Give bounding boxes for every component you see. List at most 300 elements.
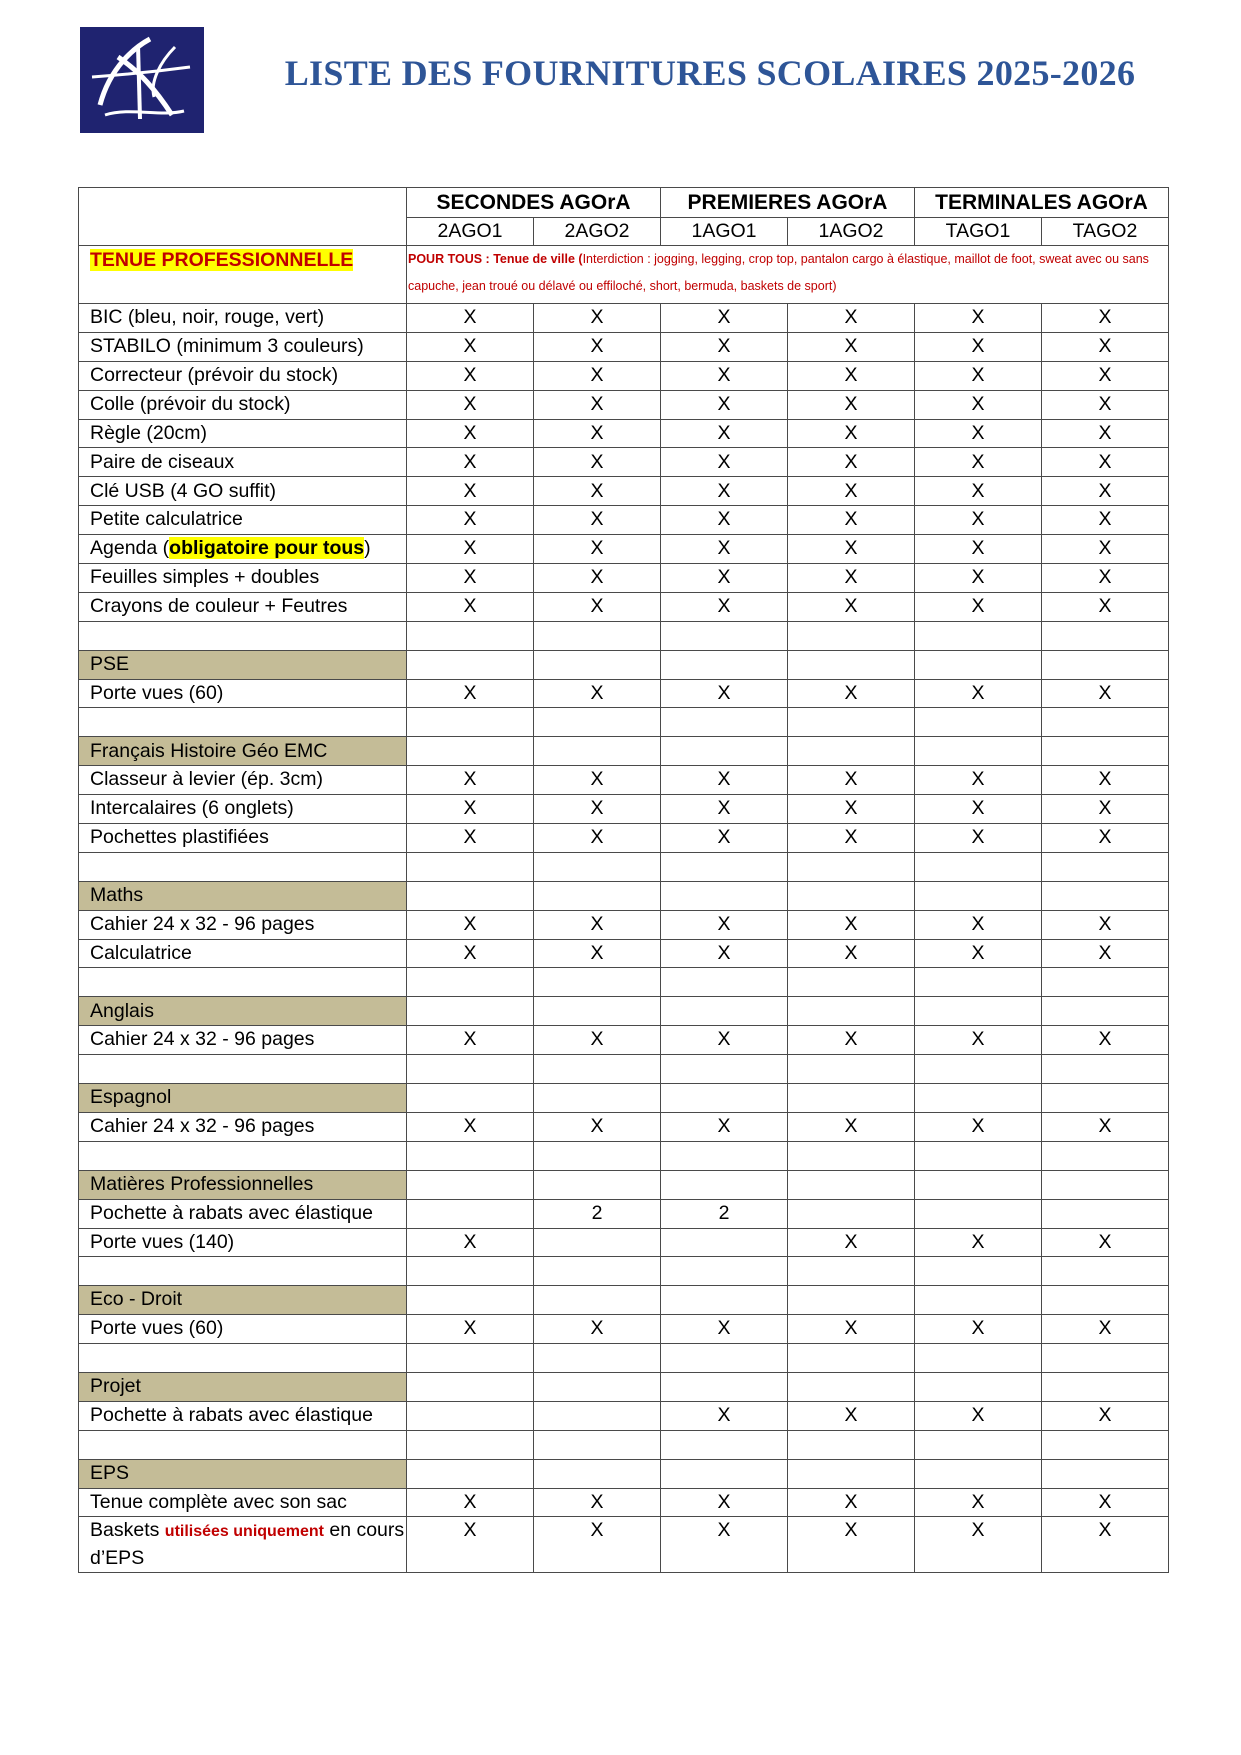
section-label: Anglais [79, 997, 407, 1026]
supplies-table [78, 187, 1169, 1573]
agenda-highlight: obligatoire pour tous [169, 537, 365, 560]
mark-cell: X [915, 592, 1042, 621]
item-row [79, 679, 1169, 708]
mark-cell [788, 708, 915, 737]
mark-cell: X [1042, 1228, 1169, 1257]
mark-cell [661, 1141, 788, 1170]
mark-cell [788, 1344, 915, 1373]
mark-cell: X [915, 795, 1042, 824]
mark-cell: X [534, 795, 661, 824]
mark-cell: X [407, 506, 534, 535]
mark-cell: X [1042, 1112, 1169, 1141]
mark-cell [407, 621, 534, 650]
mark-cell: X [661, 824, 788, 853]
mark-cell: X [407, 1315, 534, 1344]
mark-cell: X [407, 795, 534, 824]
mark-cell: X [661, 448, 788, 477]
mark-cell: X [915, 939, 1042, 968]
mark-cell [915, 1372, 1042, 1401]
mark-cell: X [1042, 448, 1169, 477]
blank-row [79, 1257, 1169, 1286]
item-row [79, 592, 1169, 621]
baskets-text-end: en cours d’EPS [90, 1519, 405, 1570]
mark-cell: X [915, 679, 1042, 708]
mark-cell: X [1042, 506, 1169, 535]
item-row [79, 390, 1169, 419]
mark-cell [788, 1286, 915, 1315]
mark-cell [1042, 1344, 1169, 1373]
group-secondes: SECONDES AGOrA [407, 188, 661, 218]
mark-cell: X [661, 564, 788, 593]
class-header: 1AGO2 [788, 218, 915, 246]
mark-cell: X [661, 390, 788, 419]
page-title: LISTE DES FOURNITURES SCOLAIRES 2025-2026 [284, 53, 1136, 93]
mark-cell [1042, 737, 1169, 766]
mark-cell: X [407, 390, 534, 419]
mark-cell: X [1042, 332, 1169, 361]
mark-cell: X [534, 332, 661, 361]
item-label [79, 852, 407, 881]
item-label: Porte vues (60) [79, 1315, 407, 1344]
mark-cell: X [915, 766, 1042, 795]
mark-cell [915, 1257, 1042, 1286]
section-row [79, 737, 1169, 766]
blank-row [79, 968, 1169, 997]
mark-cell [1042, 1372, 1169, 1401]
mark-cell [1042, 1286, 1169, 1315]
mark-cell: X [661, 1488, 788, 1517]
mark-cell: X [915, 1488, 1042, 1517]
mark-cell [661, 1430, 788, 1459]
item-label: Feuilles simples + doubles [79, 564, 407, 593]
mark-cell: X [915, 1026, 1042, 1055]
mark-cell [788, 1141, 915, 1170]
section-label: Maths [79, 881, 407, 910]
blank-row [79, 1141, 1169, 1170]
mark-cell [661, 1257, 788, 1286]
mark-cell: X [661, 332, 788, 361]
mark-cell [407, 968, 534, 997]
item-label: Cahier 24 x 32 - 96 pages [79, 1112, 407, 1141]
mark-cell [1042, 852, 1169, 881]
mark-cell [407, 1084, 534, 1113]
item-row [79, 795, 1169, 824]
mark-cell: X [788, 939, 915, 968]
mark-cell [407, 1141, 534, 1170]
item-row [79, 1488, 1169, 1517]
mark-cell [788, 881, 915, 910]
mark-cell: X [534, 910, 661, 939]
mark-cell: X [915, 304, 1042, 333]
mark-cell: X [407, 1488, 534, 1517]
mark-cell: X [661, 679, 788, 708]
blank-row [79, 708, 1169, 737]
mark-cell [788, 1055, 915, 1084]
mark-cell [788, 1170, 915, 1199]
mark-cell: X [534, 592, 661, 621]
item-label [79, 535, 407, 564]
mark-cell: X [534, 477, 661, 506]
mark-cell: X [788, 361, 915, 390]
blank-row [79, 1344, 1169, 1373]
mark-cell [1042, 881, 1169, 910]
item-label [79, 1344, 407, 1373]
mark-cell: X [534, 361, 661, 390]
mark-cell: X [534, 939, 661, 968]
mark-cell [1042, 1199, 1169, 1228]
mark-cell [534, 1286, 661, 1315]
mark-cell: X [534, 506, 661, 535]
mark-cell: X [1042, 795, 1169, 824]
mark-cell: X [534, 766, 661, 795]
mark-cell [407, 708, 534, 737]
section-label: Espagnol [79, 1084, 407, 1113]
mark-cell [788, 737, 915, 766]
mark-cell [661, 968, 788, 997]
mark-cell [407, 1401, 534, 1430]
class-header: TAGO1 [915, 218, 1042, 246]
mark-cell: X [534, 304, 661, 333]
mark-cell [915, 1199, 1042, 1228]
item-label: BIC (bleu, noir, rouge, vert) [79, 304, 407, 333]
mark-cell [1042, 1141, 1169, 1170]
item-label: Pochette à rabats avec élastique [79, 1401, 407, 1430]
mark-cell: X [407, 1228, 534, 1257]
item-label: Porte vues (60) [79, 679, 407, 708]
mark-cell: X [915, 564, 1042, 593]
mark-cell: X [661, 535, 788, 564]
mark-cell: X [915, 1517, 1042, 1573]
mark-cell [915, 852, 1042, 881]
mark-cell: X [534, 1112, 661, 1141]
section-row [79, 1170, 1169, 1199]
mark-cell [661, 1055, 788, 1084]
mark-cell: X [788, 795, 915, 824]
mark-cell: X [788, 766, 915, 795]
mark-cell: X [407, 419, 534, 448]
mark-cell [1042, 1084, 1169, 1113]
mark-cell: X [915, 1315, 1042, 1344]
mark-cell [788, 621, 915, 650]
mark-cell: X [407, 477, 534, 506]
mark-cell: X [661, 1112, 788, 1141]
mark-cell [1042, 1430, 1169, 1459]
mark-cell [407, 1055, 534, 1084]
item-label: Cahier 24 x 32 - 96 pages [79, 910, 407, 939]
mark-cell: X [1042, 679, 1169, 708]
mark-cell: X [915, 1401, 1042, 1430]
mark-cell: X [788, 304, 915, 333]
mark-cell [407, 1344, 534, 1373]
mark-cell: X [407, 766, 534, 795]
mark-cell [534, 1084, 661, 1113]
mark-cell: X [788, 1112, 915, 1141]
mark-cell: X [915, 390, 1042, 419]
mark-cell: X [534, 824, 661, 853]
mark-cell: X [915, 448, 1042, 477]
mark-cell: X [534, 535, 661, 564]
mark-cell: X [407, 592, 534, 621]
mark-cell: X [915, 1112, 1042, 1141]
section-label: Projet [79, 1372, 407, 1401]
mark-cell [534, 1344, 661, 1373]
mark-cell [534, 708, 661, 737]
mark-cell: X [407, 332, 534, 361]
mark-cell [915, 1141, 1042, 1170]
mark-cell [534, 650, 661, 679]
mark-cell [788, 1372, 915, 1401]
mark-cell [661, 852, 788, 881]
item-row [79, 824, 1169, 853]
item-label: Petite calculatrice [79, 506, 407, 535]
mark-cell [1042, 997, 1169, 1026]
mark-cell: X [661, 1315, 788, 1344]
item-row [79, 419, 1169, 448]
mark-cell [407, 1257, 534, 1286]
mark-cell: X [1042, 419, 1169, 448]
item-row [79, 506, 1169, 535]
mark-cell: X [661, 795, 788, 824]
item-row [79, 564, 1169, 593]
mark-cell: X [534, 419, 661, 448]
tenue-label-cell [79, 246, 407, 304]
mark-cell [1042, 1459, 1169, 1488]
mark-cell [661, 1459, 788, 1488]
mark-cell [661, 1344, 788, 1373]
mark-cell [661, 621, 788, 650]
item-row [79, 1315, 1169, 1344]
mark-cell [788, 1257, 915, 1286]
mark-cell [1042, 1170, 1169, 1199]
mark-cell [915, 621, 1042, 650]
mark-cell [915, 968, 1042, 997]
item-label: Règle (20cm) [79, 419, 407, 448]
tenue-note-text: Interdiction : jogging, legging, crop top, pantalon cargo à élastique, maillot de foot, sweat avec ou sans capuche, jean troué ou délavé ou effiloché, short, bermuda, baskets de sport) [408, 252, 1149, 293]
item-label: Crayons de couleur + Feutres [79, 592, 407, 621]
group-premieres: PREMIERES AGOrA [661, 188, 915, 218]
mark-cell: X [1042, 824, 1169, 853]
item-label [79, 1055, 407, 1084]
mark-cell [534, 852, 661, 881]
mark-cell: X [788, 477, 915, 506]
mark-cell: X [534, 448, 661, 477]
item-label [79, 1517, 407, 1573]
mark-cell: X [661, 1517, 788, 1573]
mark-cell: X [534, 390, 661, 419]
mark-cell: X [661, 361, 788, 390]
mark-cell [915, 997, 1042, 1026]
mark-cell: X [407, 361, 534, 390]
mark-cell: X [661, 506, 788, 535]
section-row [79, 881, 1169, 910]
mark-cell [1042, 1055, 1169, 1084]
item-row [79, 1199, 1169, 1228]
item-row [79, 910, 1169, 939]
section-row [79, 1372, 1169, 1401]
mark-cell: X [661, 766, 788, 795]
mark-cell: X [407, 564, 534, 593]
blank-row [79, 1430, 1169, 1459]
mark-cell: X [1042, 1026, 1169, 1055]
mark-cell [915, 1344, 1042, 1373]
tenue-row [79, 246, 1169, 304]
item-label: Cahier 24 x 32 - 96 pages [79, 1026, 407, 1055]
mark-cell [788, 1084, 915, 1113]
mark-cell [915, 1170, 1042, 1199]
section-label: EPS [79, 1459, 407, 1488]
mark-cell [407, 1372, 534, 1401]
item-label: Colle (prévoir du stock) [79, 390, 407, 419]
mark-cell [915, 1286, 1042, 1315]
item-label: Tenue complète avec son sac [79, 1488, 407, 1517]
item-row [79, 766, 1169, 795]
mark-cell [915, 1430, 1042, 1459]
mark-cell: X [661, 304, 788, 333]
mark-cell [661, 650, 788, 679]
mark-cell [534, 997, 661, 1026]
mark-cell: X [534, 1488, 661, 1517]
mark-cell: X [788, 592, 915, 621]
item-label: Porte vues (140) [79, 1228, 407, 1257]
mark-cell: X [788, 1315, 915, 1344]
item-row [79, 448, 1169, 477]
mark-cell: X [661, 592, 788, 621]
mark-cell [407, 852, 534, 881]
mark-cell: X [788, 1517, 915, 1573]
mark-cell [661, 1286, 788, 1315]
mark-cell: X [1042, 361, 1169, 390]
item-row [79, 361, 1169, 390]
mark-cell [534, 1228, 661, 1257]
mark-cell: X [788, 910, 915, 939]
mark-cell: X [407, 824, 534, 853]
mark-cell: X [661, 1401, 788, 1430]
mark-cell [661, 737, 788, 766]
mark-cell: X [915, 332, 1042, 361]
mark-cell: X [661, 477, 788, 506]
item-row [79, 1228, 1169, 1257]
mark-cell: X [1042, 910, 1169, 939]
item-label [79, 1141, 407, 1170]
mark-cell: X [1042, 939, 1169, 968]
section-label: Français Histoire Géo EMC [79, 737, 407, 766]
mark-cell: X [915, 1228, 1042, 1257]
mark-cell: X [534, 1517, 661, 1573]
item-label [79, 968, 407, 997]
mark-cell [534, 1459, 661, 1488]
class-header: 2AGO1 [407, 218, 534, 246]
mark-cell [1042, 1257, 1169, 1286]
mark-cell: X [788, 535, 915, 564]
mark-cell: X [788, 419, 915, 448]
mark-cell [788, 1459, 915, 1488]
item-label: Paire de ciseaux [79, 448, 407, 477]
mark-cell: X [1042, 535, 1169, 564]
mark-cell [407, 1199, 534, 1228]
item-label [79, 708, 407, 737]
mark-cell: X [1042, 1401, 1169, 1430]
mark-cell [534, 968, 661, 997]
mark-cell: X [1042, 1517, 1169, 1573]
mark-cell [407, 1459, 534, 1488]
mark-cell [661, 1372, 788, 1401]
mark-cell [534, 621, 661, 650]
mark-cell [534, 1401, 661, 1430]
mark-cell: X [788, 448, 915, 477]
school-logo [80, 27, 204, 133]
item-label [79, 1430, 407, 1459]
mark-cell [534, 1170, 661, 1199]
class-header: TAGO2 [1042, 218, 1169, 246]
mark-cell [407, 650, 534, 679]
mark-cell: X [788, 506, 915, 535]
item-row [79, 477, 1169, 506]
mark-cell: X [915, 535, 1042, 564]
mark-cell: X [407, 535, 534, 564]
item-row [79, 1112, 1169, 1141]
mark-cell [1042, 621, 1169, 650]
mark-cell [534, 737, 661, 766]
mark-cell: X [788, 679, 915, 708]
mark-cell: 2 [661, 1199, 788, 1228]
mark-cell [1042, 968, 1169, 997]
mark-cell: X [407, 1517, 534, 1573]
mark-cell [661, 1228, 788, 1257]
mark-cell: X [788, 824, 915, 853]
mark-cell [788, 1430, 915, 1459]
tenue-label: TENUE PROFESSIONNELLE [90, 249, 354, 271]
item-label: Intercalaires (6 onglets) [79, 795, 407, 824]
mark-cell [915, 1055, 1042, 1084]
mark-cell: X [1042, 477, 1169, 506]
mark-cell: 2 [534, 1199, 661, 1228]
item-label: Pochettes plastifiées [79, 824, 407, 853]
mark-cell [534, 1141, 661, 1170]
mark-cell [407, 881, 534, 910]
section-row [79, 650, 1169, 679]
mark-cell [661, 997, 788, 1026]
mark-cell: X [407, 448, 534, 477]
mark-cell: X [1042, 304, 1169, 333]
item-row [79, 1026, 1169, 1055]
blank-row [79, 1055, 1169, 1084]
mark-cell [788, 852, 915, 881]
mark-cell: X [534, 564, 661, 593]
mark-cell: X [915, 361, 1042, 390]
mark-cell: X [788, 390, 915, 419]
baskets-warning: utilisées uniquement [164, 1523, 324, 1541]
item-row [79, 304, 1169, 333]
mark-cell [788, 1199, 915, 1228]
mark-cell [915, 1459, 1042, 1488]
mark-cell: X [661, 939, 788, 968]
mark-cell: X [788, 1488, 915, 1517]
mark-cell [788, 997, 915, 1026]
mark-cell [1042, 650, 1169, 679]
item-row [79, 332, 1169, 361]
mark-cell: X [788, 1401, 915, 1430]
mark-cell: X [407, 910, 534, 939]
mark-cell [661, 881, 788, 910]
mark-cell [407, 997, 534, 1026]
item-row [79, 1401, 1169, 1430]
section-label: Eco - Droit [79, 1286, 407, 1315]
group-terminales: TERMINALES AGOrA [915, 188, 1169, 218]
mark-cell: X [1042, 1315, 1169, 1344]
mark-cell [661, 708, 788, 737]
tenue-note [407, 246, 1169, 304]
item-label: Classeur à levier (ép. 3cm) [79, 766, 407, 795]
